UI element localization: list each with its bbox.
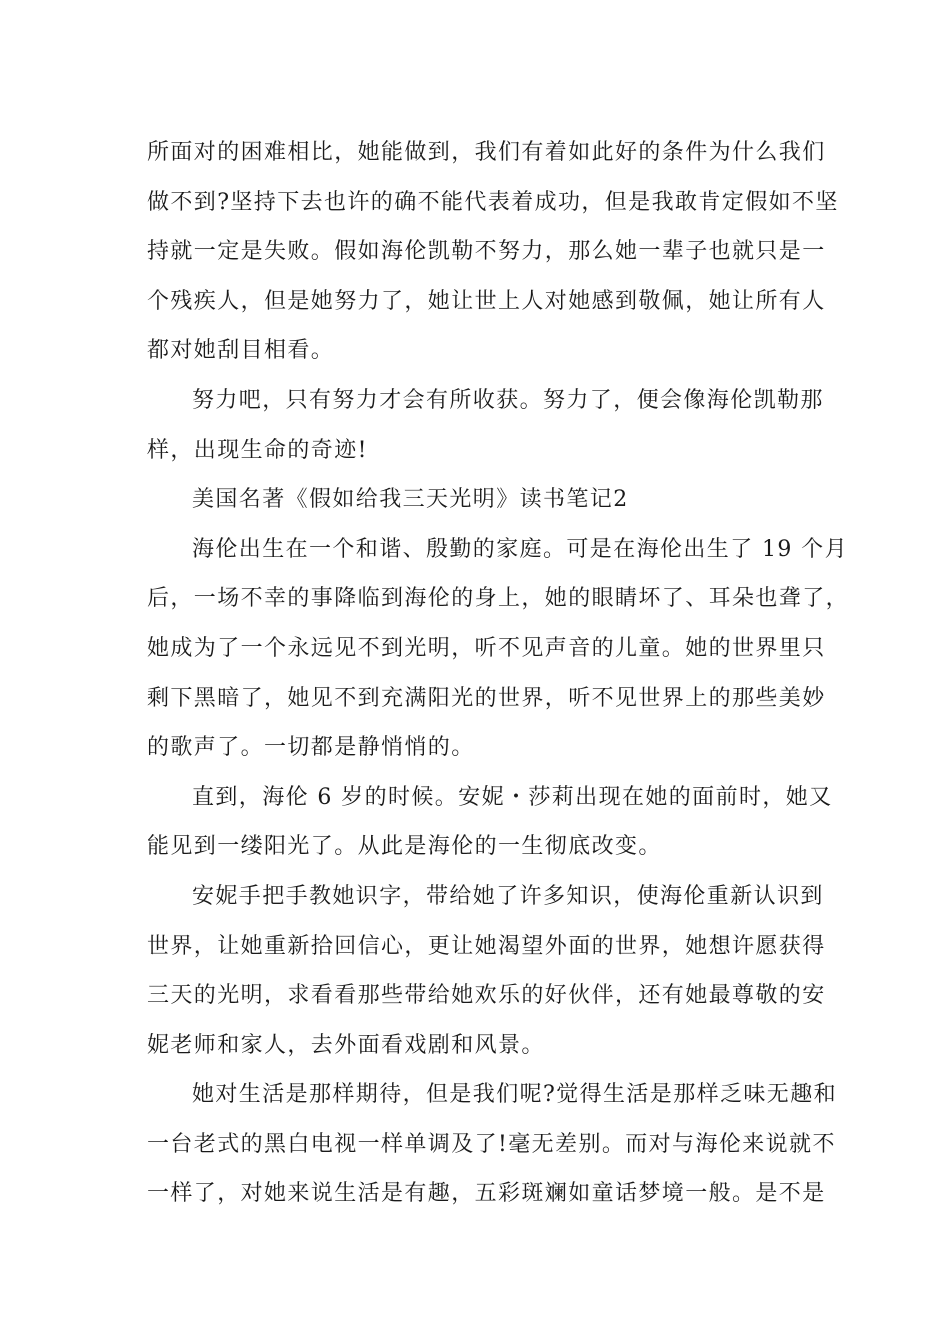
- text-line: 一样了，对她来说生活是有趣，五彩斑斓如童话梦境一般。是不是: [147, 1181, 826, 1207]
- text-line: 安妮手把手教她识字，带给她了许多知识，使海伦重新认识到: [192, 883, 824, 909]
- text-line: 直到，海伦 6 岁的时候。安妮・莎莉出现在她的面前时，她又: [192, 784, 833, 810]
- text-line: 所面对的困难相比，她能做到，我们有着如此好的条件为什么我们: [147, 140, 826, 165]
- text-line: 努力吧，只有努力才会有所收获。努力了，便会像海伦凯勒那: [192, 387, 824, 413]
- text-line: 做不到?坚持下去也许的确不能代表着成功，但是我敢肯定假如不坚: [147, 189, 839, 215]
- text-line: 能见到一缕阳光了。从此是海伦的一生彻底改变。: [147, 834, 662, 860]
- text-line: 她对生活是那样期待，但是我们呢?觉得生活是那样乏味无趣和: [192, 1082, 837, 1108]
- document-body: [147, 128, 850, 1219]
- text-line: 后，一场不幸的事降临到海伦的身上，她的眼睛坏了、耳朵也聋了，: [147, 586, 850, 612]
- text-line: 个残疾人，但是她努力了，她让世上人对她感到敬佩，她让所有人: [147, 288, 826, 314]
- text-line: 剩下黑暗了，她见不到充满阳光的世界，听不见世界上的那些美妙: [147, 685, 826, 711]
- text-line: 样，出现生命的奇迹!: [147, 437, 368, 463]
- text-line: 的歌声了。一切都是静悄悄的。: [147, 735, 475, 761]
- text-line: 妮老师和家人，去外面看戏剧和风景。: [147, 1032, 545, 1058]
- text-line: 持就一定是失败。假如海伦凯勒不努力，那么她一辈子也就只是一: [147, 239, 826, 265]
- text-line: 一台老式的黑白电视一样单调及了!毫无差别。而对与海伦来说就不: [147, 1131, 836, 1157]
- text-line: 海伦出生在一个和谐、殷勤的家庭。可是在海伦出生了 19 个月: [192, 536, 848, 562]
- text-line: 三天的光明，求看看那些带给她欢乐的好伙伴，还有她最尊敬的安: [147, 983, 826, 1009]
- section-heading: 美国名著《假如给我三天光明》读书笔记2: [192, 487, 629, 513]
- text-line: 都对她刮目相看。: [147, 338, 335, 364]
- text-line: 她成为了一个永远见不到光明，听不见声音的儿童。她的世界里只: [147, 635, 826, 661]
- text-line: 世界，让她重新拾回信心，更让她渴望外面的世界，她想许愿获得: [147, 933, 826, 959]
